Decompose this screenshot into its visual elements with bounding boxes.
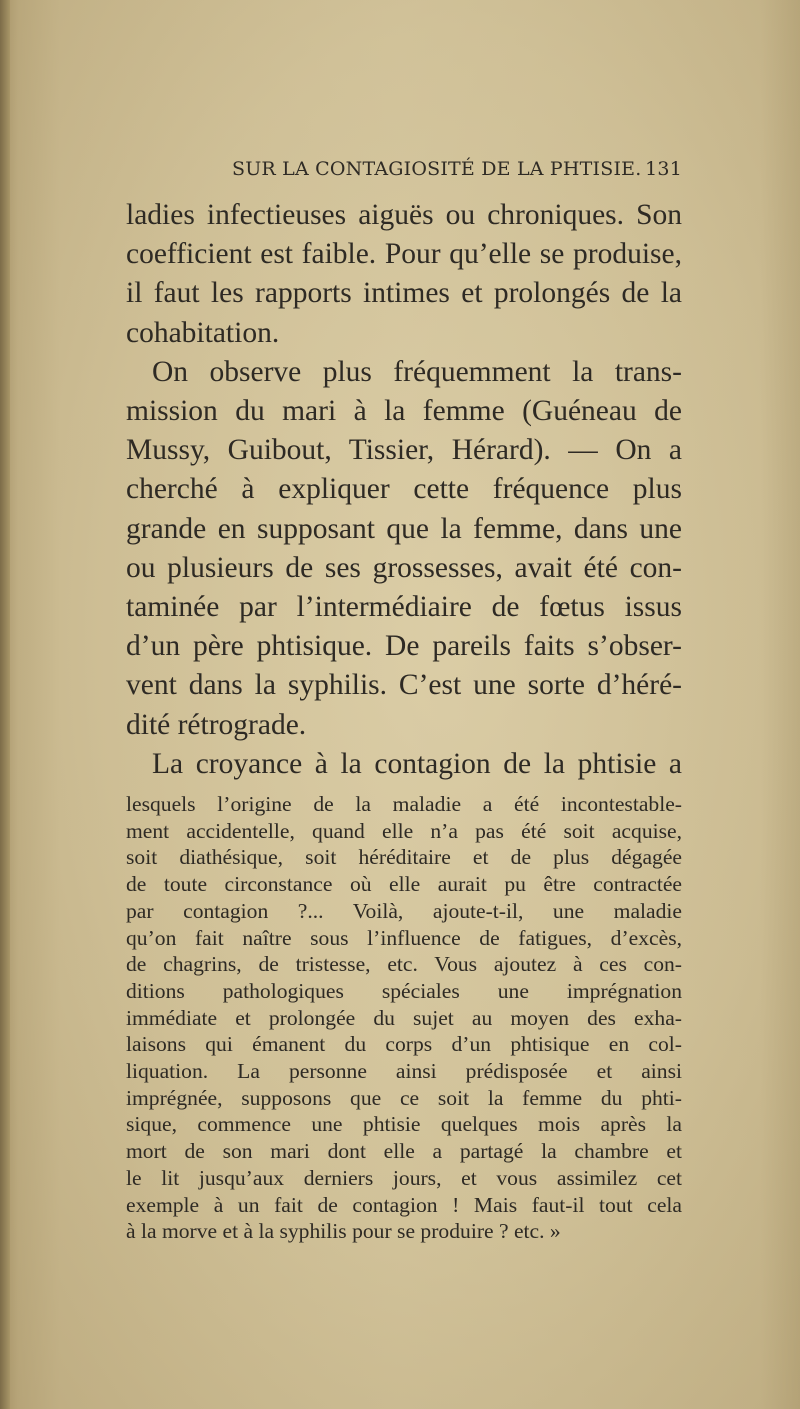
note-line: sique, commence une phtisie quelques mois après la [126,1112,682,1137]
note-line: à la morve et à la syphilis pour se produire ? etc. » [126,1219,561,1244]
text-line: ladies infectieuses aiguës ou chroniques. Son [126,199,682,231]
text-line: dité rétrograde. [126,708,307,741]
note-line: le lit jusqu’aux derniers jours, et vous assimilez cet [126,1165,682,1190]
page-number: 131 [645,158,682,180]
note-line: par contagion ?... Voilà, ajoute-t-il, une maladie [126,898,682,923]
text-line: cohabitation. [126,316,280,349]
text-line: vent dans la syphilis. C’est une sorte d’héré- [126,669,682,702]
note-line: imprégnée, supposons que ce soit la femme du phti- [126,1085,682,1110]
footnote-text [126,791,682,1245]
text-line: cherché à expliquer cette fréquence plus [126,473,682,506]
running-title: SUR LA CONTAGIOSITÉ DE LA PHTISIE. [232,158,642,180]
text-line: On observe plus fréquemment la trans- [152,355,682,388]
text-line: mission du mari à la femme (Guéneau de [126,395,682,428]
note-line: ditions pathologiques spéciales une imprégnation [126,978,682,1003]
text-line: ou plusieurs de ses grossesses, avait été con- [126,551,682,584]
note-line: laisons qui émanent du corps d’un phtisique en col- [126,1032,682,1057]
text-line: La croyance à la contagion de la phtisie a [152,747,682,780]
text-line: coefficient est faible. Pour qu’elle se produise, [126,238,682,271]
text-line: d’un père phtisique. De pareils faits s’obser- [126,630,682,663]
note-line: soit diathésique, soit héréditaire et de plus dégagée [126,845,682,870]
note-line: de toute circonstance où elle aurait pu être contractée [126,872,682,897]
text-line: taminée par l’intermédiaire de fœtus issus [126,591,682,624]
main-text [126,196,682,784]
note-line: qu’on fait naître sous l’influence de fatigues, d’excès, [126,925,682,950]
text-line: Mussy, Guibout, Tissier, Hérard). — On a [126,434,682,467]
text-line: il faut les rapports intimes et prolongés de la [126,277,682,310]
note-line: ment accidentelle, quand elle n’a pas été soit acquise, [126,818,682,843]
note-line: de chagrins, de tristesse, etc. Vous ajoutez à ces con- [126,952,682,977]
note-line: lesquels l’origine de la maladie a été incontestable- [126,792,682,816]
note-line: immédiate et prolongée du sujet au moyen des exha- [126,1005,682,1030]
page-header [232,158,682,188]
text-line: grande en supposant que la femme, dans une [126,512,682,545]
note-line: mort de son mari dont elle a partagé la chambre et [126,1139,682,1164]
note-line: liquation. La personne ainsi prédisposée et ainsi [126,1059,682,1084]
note-line: exemple à un fait de contagion ! Mais faut-il tout cela [126,1192,682,1217]
